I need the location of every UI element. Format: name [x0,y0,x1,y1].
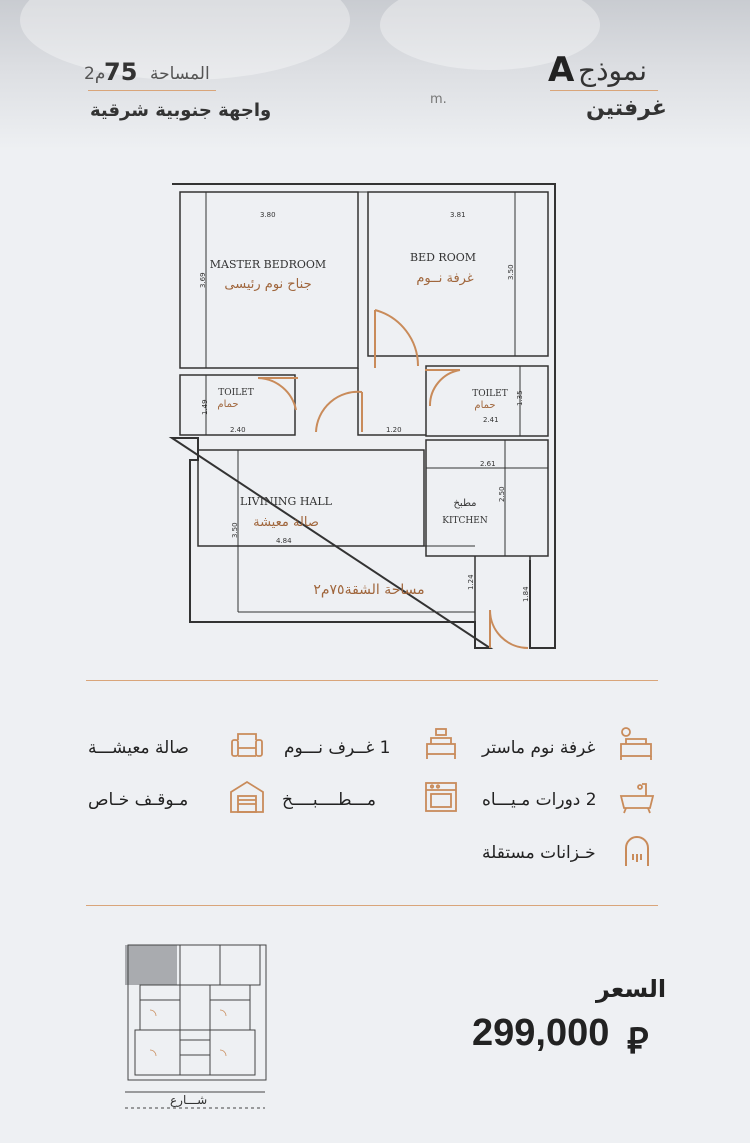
divider-bottom [86,905,658,906]
feature-tanks: خـزانات مستقلة [482,843,596,863]
model-letter: A [548,50,575,90]
site-plan-drawing [120,940,270,1110]
garage-icon [228,778,266,816]
price-label: السعر [596,975,667,1003]
svg-text:مساحة الشقة٧٥م٢: مساحة الشقة٧٥م٢ [313,582,425,598]
area-unit: م2 [84,64,106,84]
svg-text:2.40: 2.40 [230,426,246,434]
svg-text:3.80: 3.80 [260,211,276,219]
svg-text:1.84: 1.84 [522,586,530,602]
svg-text:3.50: 3.50 [231,522,239,538]
svg-text:1.20: 1.20 [386,426,402,434]
feature-bedrooms: 1 غــرف نـــوم [284,738,391,758]
svg-text:غرفة نــوم: غرفة نــوم [416,271,474,286]
svg-text:4.84: 4.84 [276,537,292,545]
bed-icon [422,726,460,764]
svg-text:BED ROOM: BED ROOM [409,251,477,264]
feature-living: صالة معيشـــة [88,738,189,758]
svg-text:جناح نوم رئيسى: جناح نوم رئيسى [224,277,312,292]
sofa-icon [228,726,266,764]
svg-text:2.41: 2.41 [483,416,499,424]
header-underline [550,90,658,91]
svg-text:1.35: 1.35 [516,390,524,406]
svg-text:1.24: 1.24 [467,574,475,590]
floor-plan [150,170,570,670]
water-tap-icon [618,832,656,870]
model-word: نموذج [578,54,647,87]
svg-text:حمام: حمام [217,399,239,410]
svg-text:3.81: 3.81 [450,211,466,219]
svg-text:حمام: حمام [474,400,496,411]
svg-text:صالة معيشة: صالة معيشة [253,515,319,530]
master-bedroom-icon [618,726,656,764]
area-label: المساحة [150,64,210,84]
watermark: m. [430,92,447,107]
site-plan-thumbnail [120,940,270,1110]
price-value: 299,000 [472,1012,610,1054]
svg-text:KITCHEN: KITCHEN [442,516,488,526]
svg-text:TOILET: TOILET [472,389,508,399]
svg-text:TOILET: TOILET [218,388,254,398]
svg-text:2.61: 2.61 [480,460,496,468]
area-value: 75 [104,58,138,86]
rooms-text: غرفتين [586,96,667,121]
feature-parking: مـوقـف خـاص [88,790,189,810]
svg-text:3.50: 3.50 [507,264,515,280]
divider-top [86,680,658,681]
bathtub-icon [618,778,656,816]
riyal-currency-icon: ⃁ [627,1021,649,1062]
street-label: شـــارع [170,1093,208,1107]
svg-text:MASTER BEDROOM: MASTER BEDROOM [209,258,327,271]
feature-master-bedroom: غرفة نوم ماستر [482,738,596,758]
svg-text:LIVINING HALL: LIVINING HALL [240,495,332,508]
svg-text:3.69: 3.69 [199,272,207,288]
facade-text: واجهة جنوبية شرقية [90,100,272,121]
floor-plan-drawing [150,170,570,670]
oven-icon [422,778,460,816]
feature-kitchen: مـــطــــبــــخ [282,790,376,810]
svg-text:مطبخ: مطبخ [453,498,477,509]
area-underline [88,90,216,91]
feature-baths: 2 دورات مـيـــاه [482,790,597,810]
svg-text:2.50: 2.50 [498,486,506,502]
svg-text:1.49: 1.49 [201,399,209,415]
